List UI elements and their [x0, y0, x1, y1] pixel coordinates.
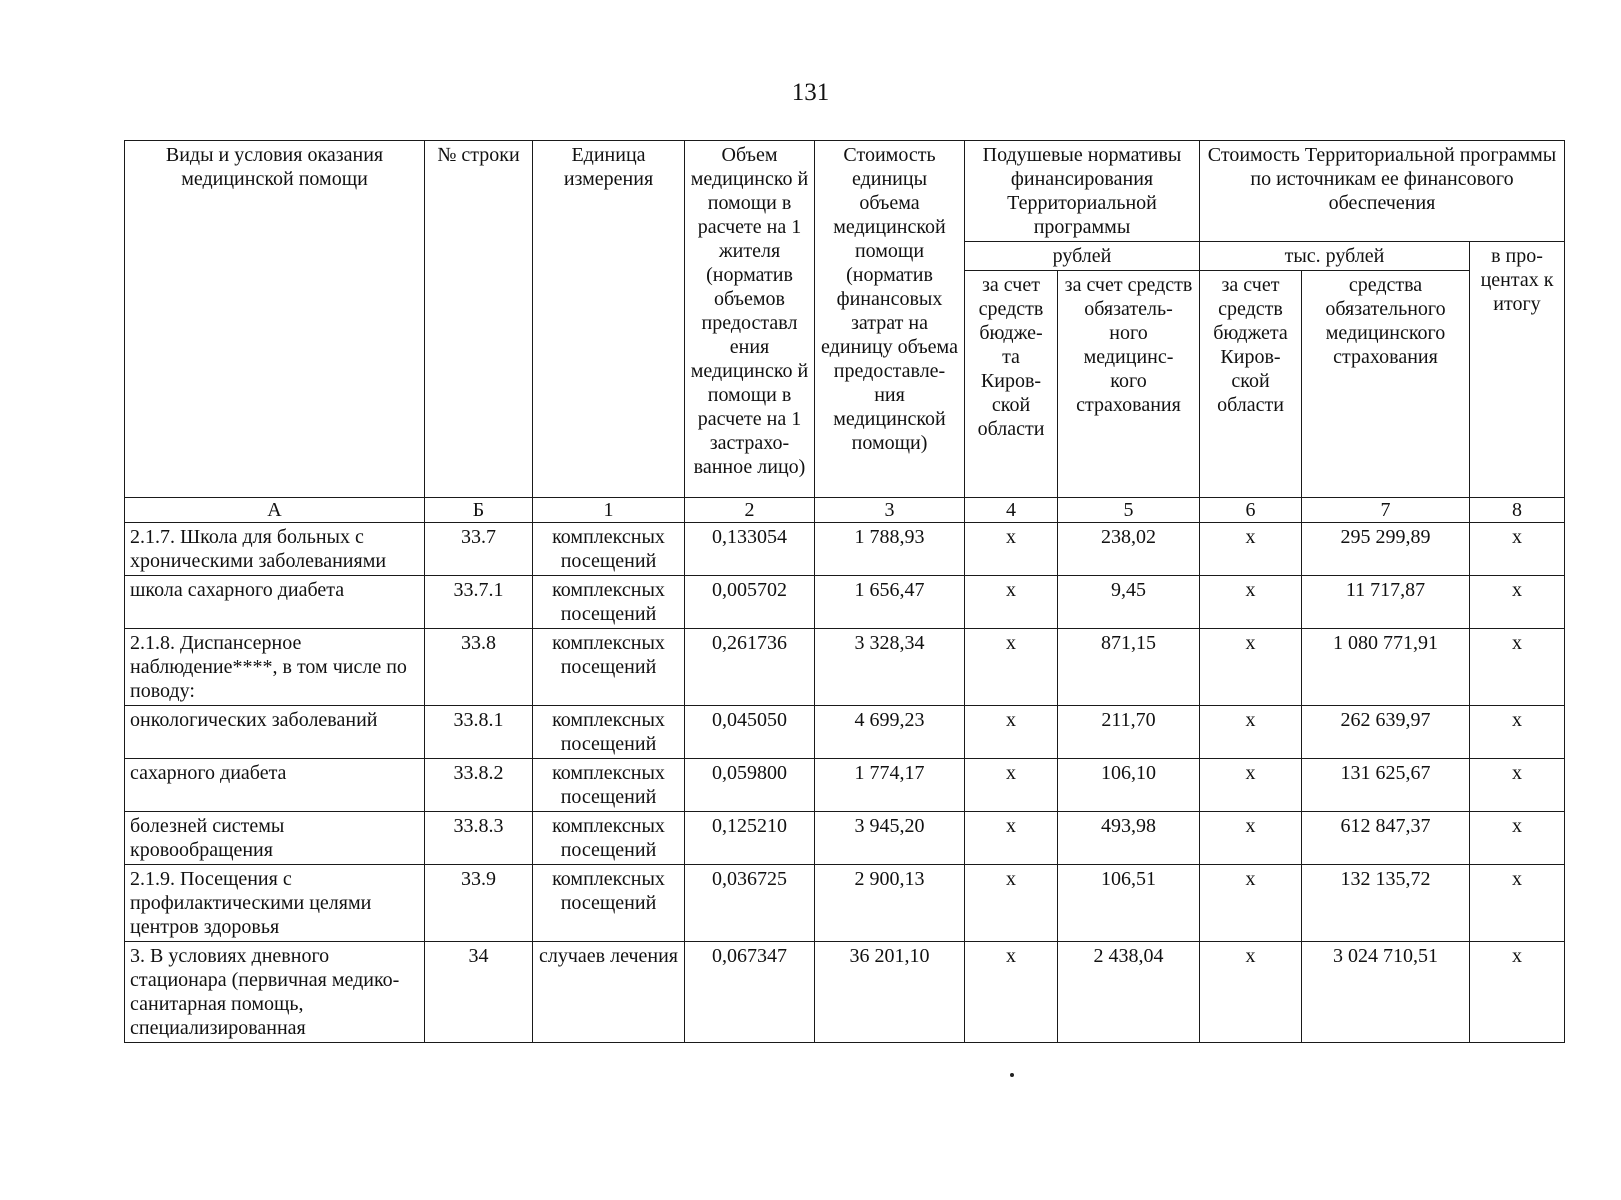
scan-dot: [1010, 1073, 1014, 1077]
header-group-cost: Стоимость Территориальной программы по источникам ее финансового обеспечения: [1200, 141, 1565, 242]
header-col-a: Виды и условия оказания медицинской помощи: [125, 141, 425, 498]
row-cost: 3 945,20: [815, 812, 965, 865]
row-cost: 2 900,13: [815, 865, 965, 942]
row-col-8: х: [1470, 629, 1565, 706]
row-cost: 3 328,34: [815, 629, 965, 706]
index-cell: Б: [425, 498, 533, 523]
row-name: болезней системы кровообращения: [125, 812, 425, 865]
row-col-7: 131 625,67: [1302, 759, 1470, 812]
header-col-2: Объем медицинско й помощи в расчете на 1 жителя (норматив объемов предоставл ения медицинско й помощи в расчете на 1 застрахо- ванное лицо): [685, 141, 815, 498]
row-col-5: 2 438,04: [1058, 942, 1200, 1043]
row-col-7: 295 299,89: [1302, 523, 1470, 576]
row-name: онкологических заболеваний: [125, 706, 425, 759]
row-volume: 0,005702: [685, 576, 815, 629]
page-number: 131: [791, 79, 830, 106]
table-row: [125, 942, 1565, 1043]
row-col-8: х: [1470, 706, 1565, 759]
row-col-7: 3 024 710,51: [1302, 942, 1470, 1043]
row-unit: комплексных посещений: [533, 865, 685, 942]
table-row: [125, 759, 1565, 812]
index-row: [125, 498, 1565, 523]
header-row-1: [125, 141, 1565, 242]
row-name: 2.1.8. Диспансерное наблюдение****, в том числе по поводу:: [125, 629, 425, 706]
table-row: [125, 576, 1565, 629]
row-col-5: 238,02: [1058, 523, 1200, 576]
row-name: 2.1.9. Посещения с профилактическими целями центров здоровья: [125, 865, 425, 942]
index-cell: 1: [533, 498, 685, 523]
row-col-6: х: [1200, 629, 1302, 706]
row-cost: 1 656,47: [815, 576, 965, 629]
row-col-5: 211,70: [1058, 706, 1200, 759]
header-unit-thous: тыс. рублей: [1200, 242, 1470, 271]
row-cost: 36 201,10: [815, 942, 965, 1043]
header-col-1: Единица измерения: [533, 141, 685, 498]
row-unit: комплексных посещений: [533, 629, 685, 706]
index-cell: 4: [965, 498, 1058, 523]
row-volume: 0,125210: [685, 812, 815, 865]
row-col-6: х: [1200, 865, 1302, 942]
row-col-6: х: [1200, 576, 1302, 629]
row-col-4: х: [965, 865, 1058, 942]
row-name: 3. В условиях дневного стационара (первичная медико-санитарная помощь, специализированная: [125, 942, 425, 1043]
row-volume: 0,036725: [685, 865, 815, 942]
table-row: [125, 629, 1565, 706]
header-col-7: средства обязательного медицинского страхования: [1302, 271, 1470, 498]
row-col-7: 612 847,37: [1302, 812, 1470, 865]
row-col-7: 11 717,87: [1302, 576, 1470, 629]
row-col-6: х: [1200, 706, 1302, 759]
index-cell: 3: [815, 498, 965, 523]
row-name: 2.1.7. Школа для больных с хроническими заболеваниями: [125, 523, 425, 576]
row-col-4: х: [965, 812, 1058, 865]
row-unit: комплексных посещений: [533, 706, 685, 759]
row-col-4: х: [965, 942, 1058, 1043]
header-col-3: Стоимость единицы объема медицинской помощи (норматив финансовых затрат на единицу объема предоставле- ния медицинской помощи): [815, 141, 965, 498]
index-cell: 2: [685, 498, 815, 523]
row-col-7: 262 639,97: [1302, 706, 1470, 759]
row-col-8: х: [1470, 523, 1565, 576]
table-row: [125, 865, 1565, 942]
row-cost: 1 774,17: [815, 759, 965, 812]
row-col-6: х: [1200, 759, 1302, 812]
row-col-5: 106,51: [1058, 865, 1200, 942]
row-col-5: 493,98: [1058, 812, 1200, 865]
row-col-4: х: [965, 523, 1058, 576]
row-col-5: 9,45: [1058, 576, 1200, 629]
table-row: [125, 523, 1565, 576]
index-cell: 6: [1200, 498, 1302, 523]
row-code: 33.8.3: [425, 812, 533, 865]
row-code: 33.8.2: [425, 759, 533, 812]
row-volume: 0,261736: [685, 629, 815, 706]
index-cell: 5: [1058, 498, 1200, 523]
row-col-4: х: [965, 759, 1058, 812]
row-col-4: х: [965, 706, 1058, 759]
row-name: сахарного диабета: [125, 759, 425, 812]
row-cost: 1 788,93: [815, 523, 965, 576]
row-code: 33.7.1: [425, 576, 533, 629]
table-row: [125, 706, 1565, 759]
row-unit: комплексных посещений: [533, 759, 685, 812]
row-col-7: 132 135,72: [1302, 865, 1470, 942]
header-group-norms: Подушевые нормативы финансирования Территориальной программы: [965, 141, 1200, 242]
row-col-5: 871,15: [1058, 629, 1200, 706]
row-col-8: х: [1470, 812, 1565, 865]
row-col-6: х: [1200, 942, 1302, 1043]
row-col-8: х: [1470, 759, 1565, 812]
row-volume: 0,045050: [685, 706, 815, 759]
row-unit: комплексных посещений: [533, 523, 685, 576]
index-cell: 8: [1470, 498, 1565, 523]
row-code: 33.8.1: [425, 706, 533, 759]
row-cost: 4 699,23: [815, 706, 965, 759]
financing-table: [124, 140, 1565, 1043]
row-unit: случаев лечения: [533, 942, 685, 1043]
row-unit: комплексных посещений: [533, 812, 685, 865]
row-col-4: х: [965, 576, 1058, 629]
row-code: 33.9: [425, 865, 533, 942]
header-col-b: № строки: [425, 141, 533, 498]
row-code: 34: [425, 942, 533, 1043]
row-col-8: х: [1470, 576, 1565, 629]
row-col-5: 106,10: [1058, 759, 1200, 812]
row-col-4: х: [965, 629, 1058, 706]
row-volume: 0,067347: [685, 942, 815, 1043]
row-code: 33.7: [425, 523, 533, 576]
row-volume: 0,133054: [685, 523, 815, 576]
row-col-8: х: [1470, 942, 1565, 1043]
header-col-5: за счет средств обязатель- ного медицинс- кого страхования: [1058, 271, 1200, 498]
row-unit: комплексных посещений: [533, 576, 685, 629]
header-col-6: за счет средств бюджета Киров- ской области: [1200, 271, 1302, 498]
index-cell: А: [125, 498, 425, 523]
index-cell: 7: [1302, 498, 1470, 523]
header-unit-rub: рублей: [965, 242, 1200, 271]
row-col-8: х: [1470, 865, 1565, 942]
row-col-6: х: [1200, 812, 1302, 865]
row-code: 33.8: [425, 629, 533, 706]
row-col-6: х: [1200, 523, 1302, 576]
header-col-4: за счет средств бюдже- та Киров- ской области: [965, 271, 1058, 498]
row-name: школа сахарного диабета: [125, 576, 425, 629]
header-col-8: в про- центах к итогу: [1470, 242, 1565, 498]
row-volume: 0,059800: [685, 759, 815, 812]
table-row: [125, 812, 1565, 865]
row-col-7: 1 080 771,91: [1302, 629, 1470, 706]
